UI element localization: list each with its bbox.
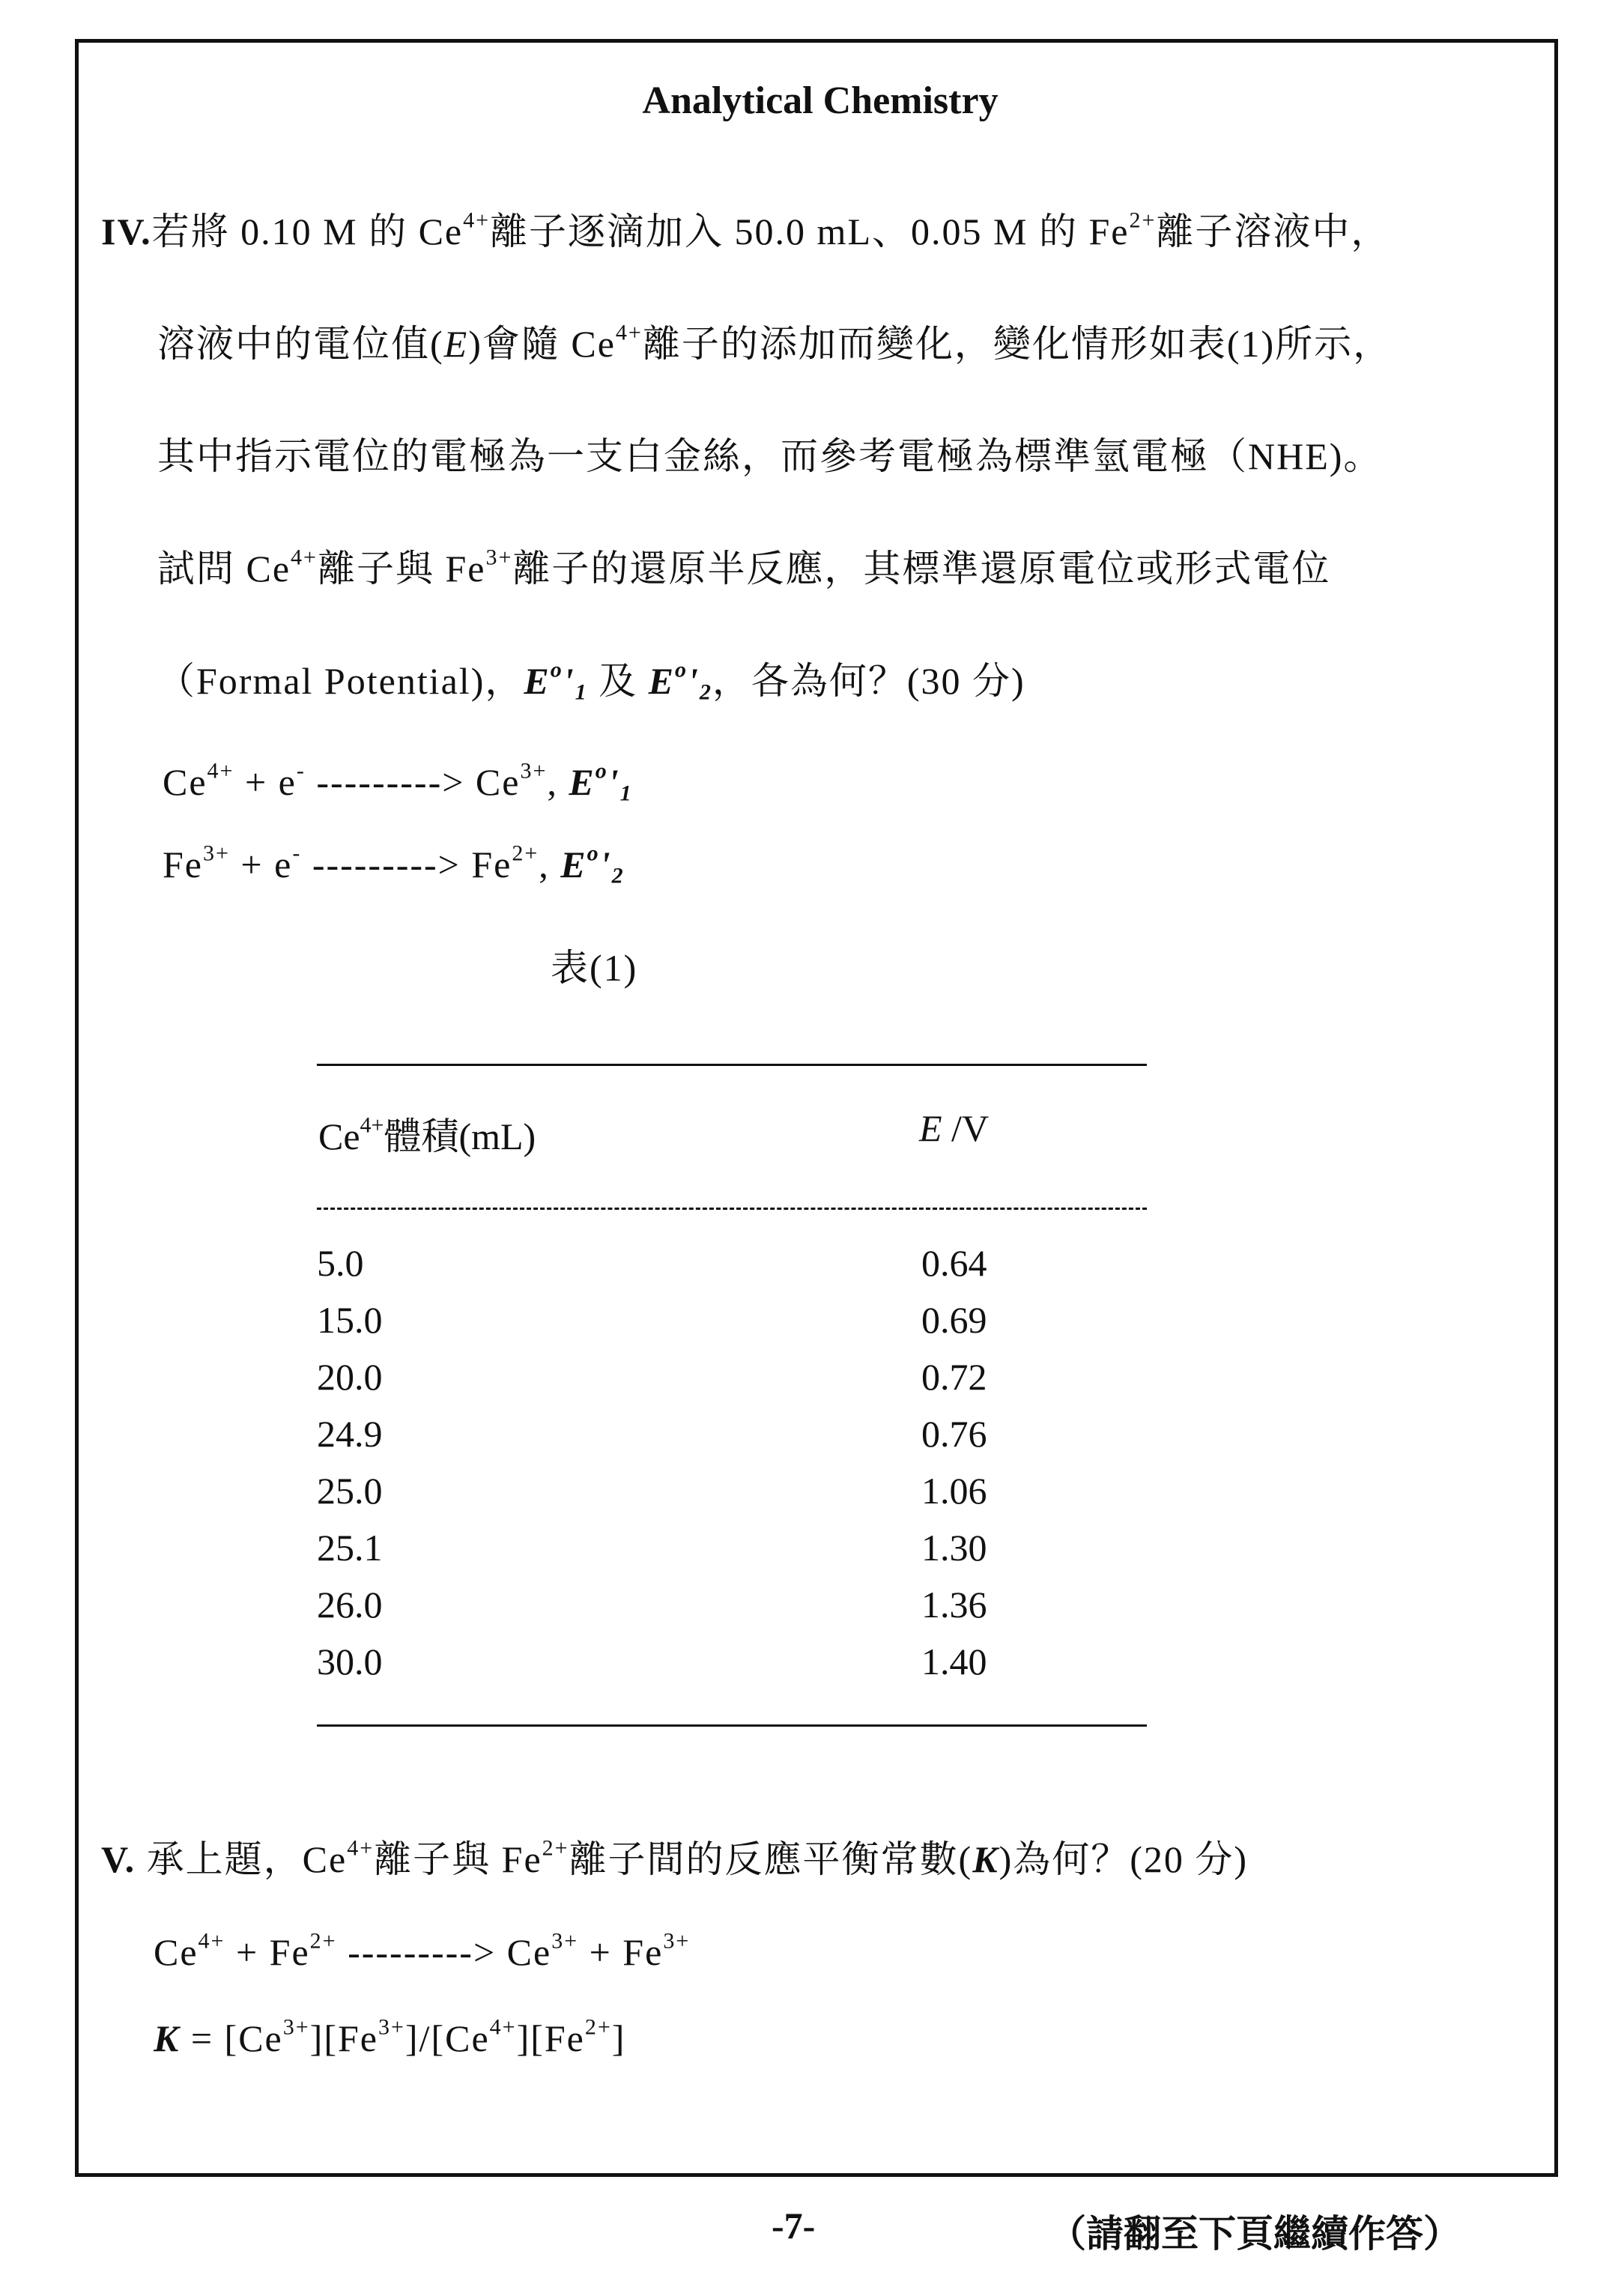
q4-line-3: 其中指示電位的電極為一支白金絲，而參考電極為標準氫電極（NHE)。 (157, 435, 1383, 477)
q5-number: V. (101, 1838, 136, 1880)
table-cell-volume: 24.9 (317, 1413, 383, 1455)
table-cell-volume: 20.0 (317, 1356, 383, 1398)
table-cell-potential: 1.06 (921, 1470, 987, 1512)
q4-reaction-1: $Ce^{4+} + e^-$ ---------> $Ce^{3+}$, $E^o'_1$ (163, 758, 633, 806)
table-cell-volume: 30.0 (317, 1641, 383, 1682)
page-frame (75, 39, 1558, 2177)
q4-number: IV. (101, 210, 152, 252)
table-cell-volume: 25.0 (317, 1470, 383, 1512)
q5-equilibrium-expression: $K = [Ce^{3+}][Fe^{3+}]/[Ce^{4+}][Fe^{2+}]$ (154, 2014, 626, 2059)
table-cell-potential: 0.64 (921, 1242, 987, 1284)
continue-note: （請翻至下頁繼續作答） (1049, 2213, 1461, 2255)
table-header-volume: $Ce^{4+}$體積(mL) (318, 1112, 536, 1157)
q4-line-5: （Formal Potential)，$E^o'_1$ 及 $E^o'_2$，各為何？(30 分) (157, 657, 1025, 705)
table-header-potential: E /V (919, 1107, 990, 1149)
table-bottom-rule (317, 1724, 1147, 1727)
table-cell-potential: 0.69 (921, 1299, 987, 1341)
table-cell-potential: 1.36 (921, 1584, 987, 1626)
table-cell-volume: 25.1 (317, 1527, 383, 1569)
page-number: -7- (772, 2205, 816, 2247)
table-cell-potential: 0.76 (921, 1413, 987, 1455)
q4-line-4: 試問 $Ce^{4+}$離子與 $Fe^{3+}$離子的還原半反應，其標準還原電位或形式電位 (157, 545, 1331, 590)
q4-line-2: 溶液中的電位值(E)會隨 $Ce^{4+}$離子的添加而變化，變化情形如表(1)所示， (157, 320, 1393, 365)
q5-reaction: $Ce^{4+} + Fe^{2+}$ ---------> $Ce^{3+} + Fe^{3+}$ (154, 1928, 691, 1973)
table-top-rule (317, 1064, 1147, 1066)
table-cell-volume: 26.0 (317, 1584, 383, 1626)
table-caption: 表(1) (551, 947, 638, 989)
table-cell-volume: 5.0 (317, 1242, 364, 1284)
q4-line-1: IV.若將 0.10 M 的 $Ce^{4+}$離子逐滴加入 50.0 mL、0.05 M 的 $Fe^{2+}$離子溶液中， (101, 208, 1390, 252)
q5-line-1: V. 承上題，$Ce^{4+}$離子與 $Fe^{2+}$離子間的反應平衡常數(K)為何？(20 分) (101, 1835, 1249, 1880)
table-cell-potential: 0.72 (921, 1356, 987, 1398)
page-title: Analytical Chemistry (642, 79, 999, 122)
table-cell-volume: 15.0 (317, 1299, 383, 1341)
table-header-divider (317, 1208, 1147, 1210)
table-cell-potential: 1.30 (921, 1527, 987, 1569)
table-cell-potential: 1.40 (921, 1641, 987, 1682)
q4-reaction-2: $Fe^{3+} + e^-$ ---------> $Fe^{2+}$, $E^o'_2$ (163, 840, 625, 888)
